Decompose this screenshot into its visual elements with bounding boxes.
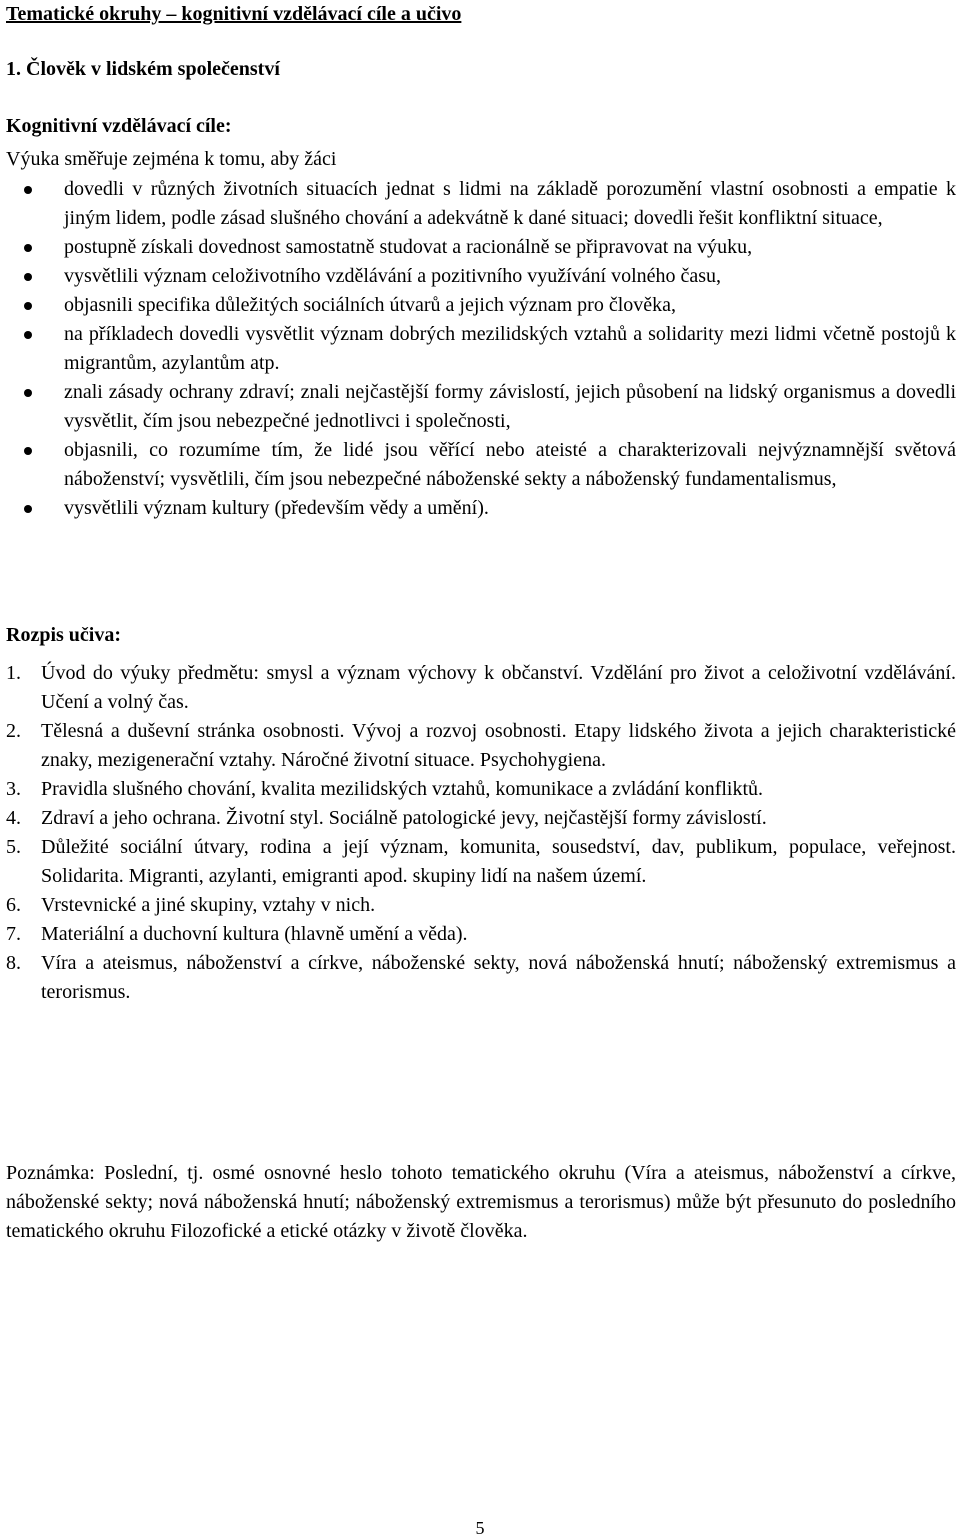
goal-text: objasnili specifika důležitých sociálních útvarů a jejich význam pro člověka, (64, 294, 677, 316)
goals-heading: Kognitivní vzdělávací cíle: (6, 115, 232, 137)
goal-item (0, 436, 956, 494)
bullet-icon (24, 331, 32, 339)
page-number: 5 (475, 1518, 485, 1538)
note-paragraph: Poznámka: Poslední, tj. osmé osnovné heslo tohoto tematického okruhu (Víra a ateismus, náboženství a církve, náboženské sekty; nová náboženská hnutí; náboženský extremismus a terorismus) může být přesunuto do posledního tematického okruhu Filozofické a etické otázky v životě člověka. (6, 1162, 956, 1242)
goal-item (0, 291, 956, 320)
bullet-icon (24, 186, 32, 194)
content-list (0, 659, 956, 1007)
goal-text: objasnili, co rozumíme tím, že lidé jsou věřící nebo ateisté a charakterizovali nejvýznamnější světová náboženství; vysvětlili, čím jsou nebezpečné náboženské sekty a náboženský fundamentalismus, (64, 439, 956, 490)
item-text: Úvod do výuky předmětu: smysl a význam výchovy k občanství. Vzdělání pro život a celoživotní vzdělávání. Učení a volný čas. (41, 662, 956, 713)
goal-item (0, 494, 956, 523)
goal-item (0, 320, 956, 378)
bullet-icon (24, 505, 32, 513)
goal-text: vysvětlili význam celoživotního vzdělávání a pozitivního využívání volného času, (64, 265, 722, 287)
goal-text: znali zásady ochrany zdraví; znali nejčastější formy závislostí, jejich působení na lidský organismus a dovedli vysvětlit, čím jsou nebezpečné jednotlivci i společnosti, (64, 381, 956, 432)
item-text: Víra a ateismus, náboženství a církve, náboženské sekty, nová náboženská hnutí; náboženský extremismus a terorismus. (41, 952, 956, 1003)
goal-text: na příkladech dovedli vysvětlit význam dobrých mezilidských vztahů a solidarity mezi lidmi včetně postojů k migrantům, azylantům atp. (64, 323, 956, 374)
item-number: 2. (6, 720, 21, 742)
bullet-icon (24, 302, 32, 310)
bullet-icon (24, 273, 32, 281)
item-number: 3. (6, 778, 21, 800)
bullet-icon (24, 244, 32, 252)
content-item (0, 659, 956, 717)
content-item (0, 920, 956, 949)
goal-text: postupně získali dovednost samostatně studovat a racionálně se připravovat na výuku, (64, 236, 753, 258)
content-item (0, 775, 956, 804)
goal-item (0, 175, 956, 233)
item-text: Tělesná a duševní stránka osobnosti. Vývoj a rozvoj osobnosti. Etapy lidského života a jejich charakteristické znaky, mezigenerační vztahy. Náročné životní situace. Psychohygiena. (41, 720, 956, 771)
item-text: Materiální a duchovní kultura (hlavně umění a věda). (41, 923, 468, 945)
item-text: Důležité sociální útvary, rodina a její význam, komunita, sousedství, dav, publikum, populace, veřejnost. Solidarita. Migranti, azylanti, emigranti apod. skupiny lidí na našem území. (41, 836, 956, 887)
item-number: 6. (6, 894, 21, 916)
item-text: Vrstevnické a jiné skupiny, vztahy v nich. (41, 894, 376, 916)
goals-list (0, 175, 956, 523)
goal-item (0, 262, 956, 291)
item-number: 4. (6, 807, 21, 829)
content-heading: Rozpis učiva: (6, 624, 121, 646)
item-number: 1. (6, 662, 21, 684)
topic-title: Tematické okruhy – kognitivní vzdělávací cíle a učivo (6, 3, 462, 25)
goal-text: vysvětlili význam kultury (především vědy a umění). (64, 497, 489, 519)
goals-intro: Výuka směřuje zejména k tomu, aby žáci (6, 148, 337, 170)
content-item (0, 717, 956, 775)
content-item (0, 949, 956, 1007)
goal-item (0, 233, 956, 262)
goal-item (0, 378, 956, 436)
section-title: 1. Člověk v lidském společenství (6, 58, 280, 80)
item-number: 8. (6, 952, 21, 974)
goal-text: dovedli v různých životních situacích jednat s lidmi na základě porozumění vlastní osobnosti a empatie k jiným lidem, podle zásad slušného chování a adekvátně k dané situaci; dovedli řešit konfliktní situace, (64, 178, 956, 229)
item-text: Pravidla slušného chování, kvalita mezilidských vztahů, komunikace a zvládání konfliktů. (41, 778, 764, 800)
item-number: 7. (6, 923, 21, 945)
item-number: 5. (6, 836, 21, 858)
bullet-icon (24, 389, 32, 397)
content-item (0, 891, 956, 920)
content-item (0, 804, 956, 833)
content-item (0, 833, 956, 891)
bullet-icon (24, 447, 32, 455)
item-text: Zdraví a jeho ochrana. Životní styl. Sociálně patologické jevy, nejčastější formy závislostí. (41, 807, 767, 829)
